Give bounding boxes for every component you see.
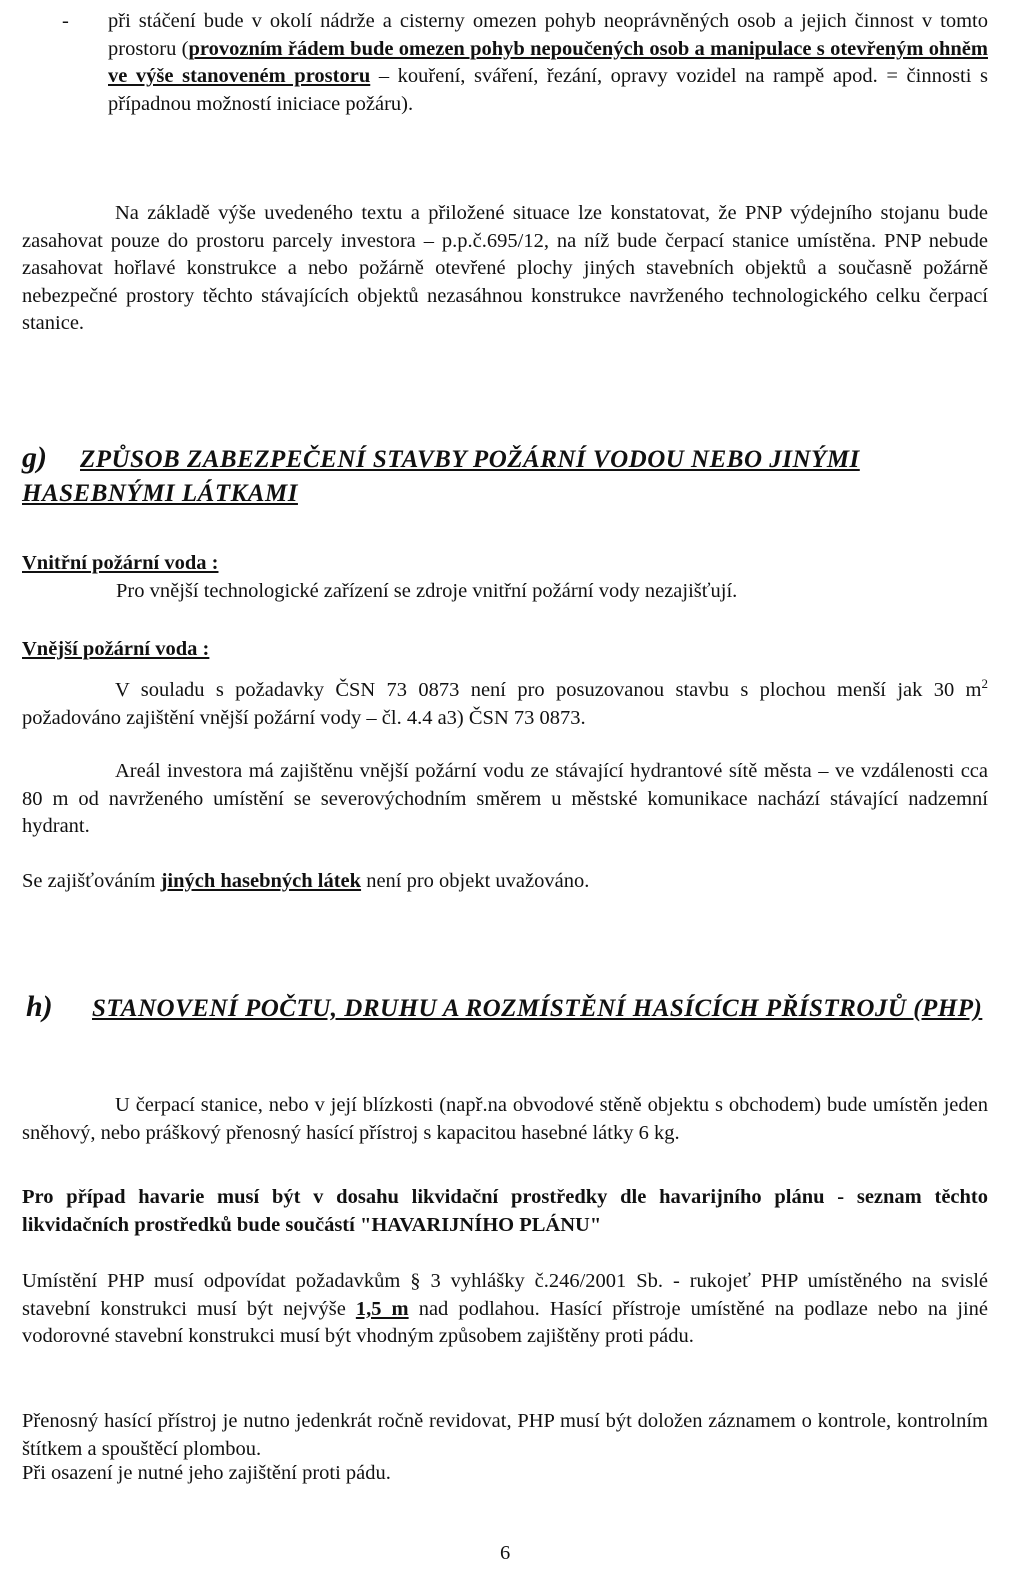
section-h-title: STANOVENÍ POČTU, DRUHU A ROZMÍSTĚNÍ HASÍCÍCH PŘÍSTROJŮ (PHP) <box>92 995 983 1022</box>
placement-paragraph: Umístění PHP musí odpovídat požadavkům § 3 vyhlášky č.246/2001 Sb. - rukojeť PHP umístěného na svislé stavební konstrukci musí být nejvýše 1,5 m nad podlahou. Hasící přístroje umístěné na podlaze nebo na jiné vodorovné stavební konstrukci musí být vhodným způsobem zajištěny proti pádu. <box>22 1270 988 1347</box>
bullet-paragraph: při stáčení bude v okolí nádrže a cisterny omezen pohyb neoprávněných osob a jejich činnost v tomto prostoru (provozním řádem bude omezen pohyb nepoučených osob a manipulace s otevřeným ohněm ve výše stanoveném prostoru – kouření, sváření, řezání, opravy vozidel na rampě apod. = činnosti s případnou možností iniciace požáru). <box>108 10 988 115</box>
hydrant-paragraph: Areál investora má zajištěnu vnější požární vodu ze stávající hydrantové sítě města – ve vzdálenosti cca 80 m od navrženého umístění se severovýchodním směrem u městské komunikace nachází stávající nadzemní hydrant. <box>22 760 988 837</box>
page-number: 6 <box>500 1542 511 1564</box>
section-g-heading <box>22 441 962 511</box>
external-water-heading: Vnější požární voda : <box>22 638 210 660</box>
bullet-emphasis: provozním řádem bude omezen pohyb nepoučených osob a manipulace s otevřeným ohněm ve výše stanoveném prostoru <box>108 37 988 87</box>
section-h-letter: h) <box>26 990 53 1023</box>
extinguisher-paragraph: U čerpací stanice, nebo v její blízkosti (např.na obvodové stěně objektu s obchodem) bude umístěn jeden sněhový, nebo práškový přenosný hasící přístroj s kapacitou hasebné látky 6 kg. <box>22 1094 988 1144</box>
external-water-text: V souladu s požadavky ČSN 73 0873 není pro posuzovanou stavbu s plochou menší jak 30 $m^2$ požadováno zajištění vnější požární vody – čl. 4.4 a3) ČSN 73 0873. <box>22 676 988 729</box>
internal-water-text: Pro vnější technologické zařízení se zdroje vnitřní požární vody nezajišťují. <box>116 580 738 602</box>
conclusion-paragraph: Na základě výše uvedeného textu a přiložené situace lze konstatovat, že PNP výdejního stojanu bude zasahovat pouze do prostoru parcely investora – p.p.č.695/12, na níž bude čerpací stanice umístěna. PNP nebude zasahovat hořlavé konstrukce a nebo požárně otevřené plochy jiných stavebních objektů a současně požárně nebezpečné prostory těchto stávajících objektů nezasáhnou konstrukce navrženého technologického celku čerpací stanice. <box>22 202 988 334</box>
section-g-title: ZPŮSOB ZABEZPEČENÍ STAVBY POŽÁRNÍ VODOU NEBO JINÝMI HASEBNÝMI LÁTKAMI <box>22 446 860 507</box>
bullet-dash: - <box>62 10 69 32</box>
emergency-paragraph: Pro případ havarie musí být v dosahu likvidační prostředky dle havarijního plánu - seznam těchto likvidačních prostředků bude součástí "HAVARIJNÍHO PLÁNU" <box>22 1186 988 1236</box>
section-h-heading <box>26 990 990 1026</box>
installation-paragraph: Při osazení je nutné jeho zajištění proti pádu. <box>22 1462 391 1484</box>
internal-water-heading: Vnitřní požární voda : <box>22 552 219 574</box>
height-limit: 1,5 m <box>355 1297 409 1320</box>
other-agents-paragraph: Se zajišťováním jiných hasebných látek není pro objekt uvažováno. <box>22 870 590 892</box>
revision-paragraph: Přenosný hasící přístroj je nutno jedenkrát ročně revidovat, PHP musí být doložen záznamem o kontrole, kontrolním štítkem a spouštěcí plombou. <box>22 1410 988 1460</box>
section-g-letter: g) <box>22 441 47 474</box>
